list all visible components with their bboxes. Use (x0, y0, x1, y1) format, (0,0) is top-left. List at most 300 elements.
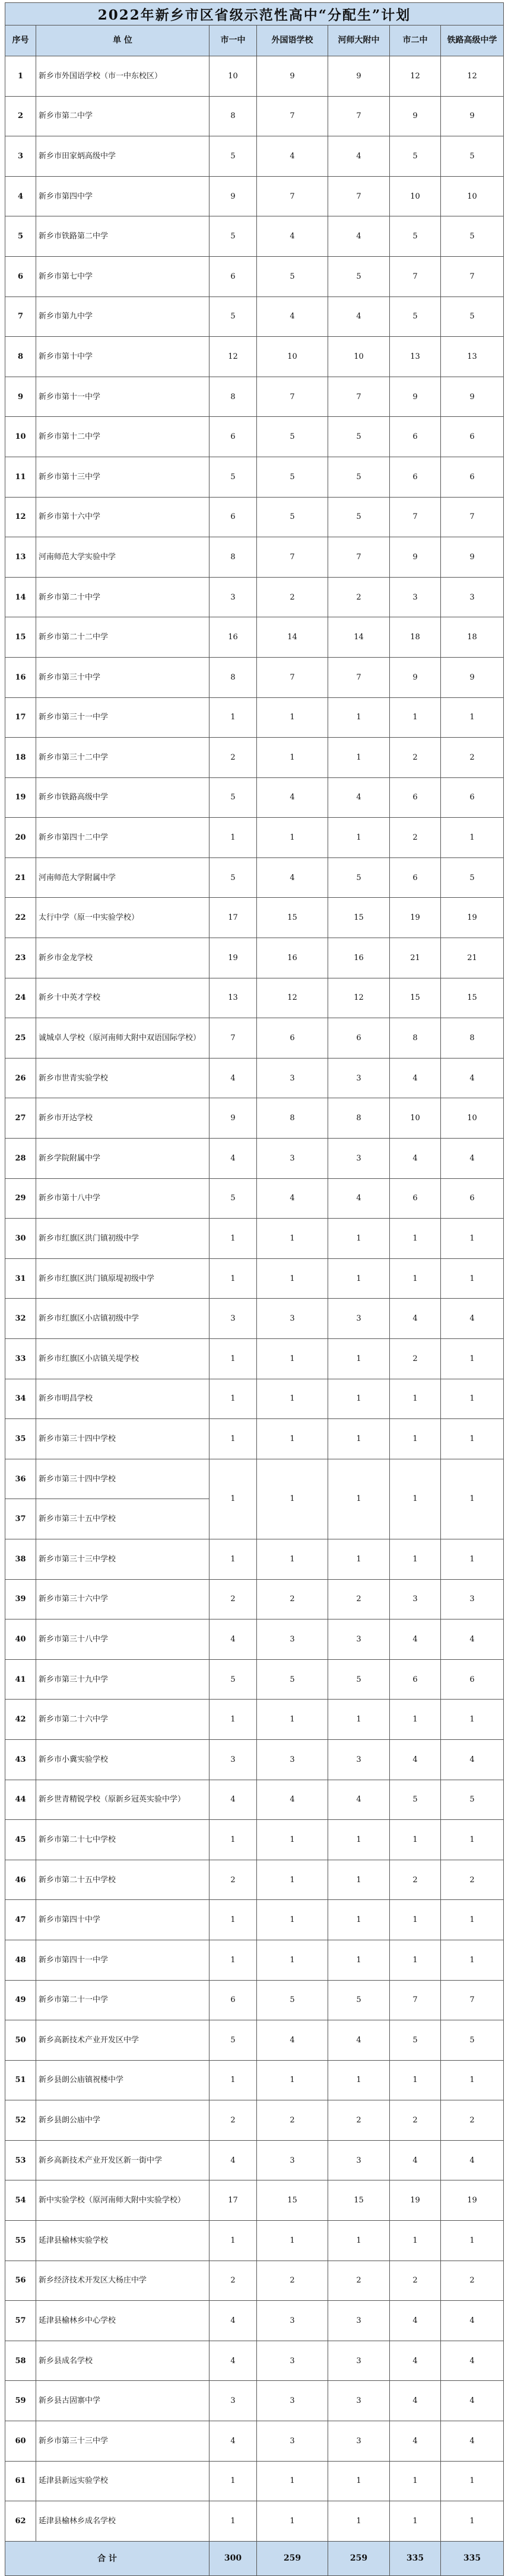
row-value: 8 (209, 377, 257, 417)
total-value: 300 (209, 2541, 257, 2575)
row-seq: 60 (5, 2421, 36, 2462)
row-value: 10 (209, 56, 257, 97)
row-value: 4 (390, 2341, 441, 2381)
row-value: 1 (441, 1900, 504, 1940)
table-row (5, 1860, 504, 1900)
row-value: 1 (390, 2501, 441, 2542)
row-unit-name: 河南师范大学实验中学 (36, 537, 209, 578)
row-seq: 34 (5, 1379, 36, 1419)
row-value: 8 (441, 1018, 504, 1059)
row-value: 8 (257, 1098, 328, 1139)
row-value: 8 (209, 537, 257, 578)
row-value: 1 (441, 1459, 504, 1539)
row-value: 4 (441, 2341, 504, 2381)
row-value: 12 (257, 978, 328, 1018)
row-value: 1 (441, 1339, 504, 1379)
table-row (5, 898, 504, 938)
row-value: 3 (257, 1058, 328, 1098)
row-value: 2 (257, 2261, 328, 2301)
row-value: 4 (390, 1139, 441, 1179)
row-value: 21 (441, 938, 504, 978)
row-unit-name: 新乡市第三十中学 (36, 657, 209, 697)
row-value: 2 (390, 818, 441, 858)
row-seq: 27 (5, 1098, 36, 1139)
row-value: 1 (328, 1219, 390, 1259)
row-value: 4 (209, 2301, 257, 2341)
row-value: 4 (390, 2381, 441, 2421)
row-unit-name: 河南师范大学附属中学 (36, 857, 209, 898)
row-value: 1 (257, 2060, 328, 2100)
row-value: 2 (328, 1579, 390, 1619)
table-row (5, 297, 504, 337)
row-value: 1 (441, 697, 504, 738)
row-value: 16 (209, 617, 257, 658)
row-unit-name: 新乡市第四十一中学 (36, 1940, 209, 1980)
row-value: 3 (209, 1739, 257, 1780)
table-row (5, 497, 504, 537)
table-row (5, 457, 504, 497)
row-value: 7 (257, 377, 328, 417)
row-unit-name: 新乡市第十中学 (36, 337, 209, 377)
row-seq: 62 (5, 2501, 36, 2542)
header-school-4: 市二中 (390, 25, 441, 56)
row-value: 1 (257, 1820, 328, 1860)
row-value: 1 (441, 1940, 504, 1980)
distribution-plan-table (5, 2, 504, 2576)
row-seq: 47 (5, 1900, 36, 1940)
table-row (5, 1659, 504, 1700)
row-value: 6 (441, 1659, 504, 1700)
row-seq: 59 (5, 2381, 36, 2421)
row-value: 5 (257, 457, 328, 497)
row-value: 1 (257, 1539, 328, 1579)
row-value: 4 (441, 2301, 504, 2341)
row-unit-name: 新乡市世青实验学校 (36, 1058, 209, 1098)
row-unit-name: 新乡高新技术产业开发区中学 (36, 2020, 209, 2061)
table-row (5, 1379, 504, 1419)
row-unit-name: 新乡市第三十二中学 (36, 738, 209, 778)
row-seq: 40 (5, 1619, 36, 1660)
row-value: 19 (209, 938, 257, 978)
row-value: 5 (257, 497, 328, 537)
row-seq: 56 (5, 2261, 36, 2301)
row-value: 3 (328, 1739, 390, 1780)
row-value: 5 (441, 2020, 504, 2061)
row-value: 5 (209, 297, 257, 337)
total-label: 合 计 (5, 2541, 209, 2575)
row-value: 13 (390, 337, 441, 377)
row-value: 1 (328, 1940, 390, 1980)
row-value: 6 (209, 417, 257, 457)
row-seq: 48 (5, 1940, 36, 1980)
row-value: 6 (390, 857, 441, 898)
table-row (5, 2301, 504, 2341)
row-value: 2 (390, 2100, 441, 2141)
row-unit-name: 新乡世青精锐学校（原新乡冠英实验中学） (36, 1780, 209, 1820)
header-school-1: 市一中 (209, 25, 257, 56)
row-seq: 23 (5, 938, 36, 978)
row-value: 1 (328, 1820, 390, 1860)
row-value: 2 (257, 2100, 328, 2141)
row-value: 1 (390, 2221, 441, 2261)
row-value: 5 (390, 136, 441, 177)
row-value: 5 (441, 297, 504, 337)
row-value: 4 (390, 1619, 441, 1660)
row-value: 4 (328, 297, 390, 337)
row-value: 4 (209, 1058, 257, 1098)
row-value: 6 (257, 1018, 328, 1059)
title-row (5, 3, 504, 25)
row-unit-name: 新乡市第四中学 (36, 176, 209, 216)
row-seq: 4 (5, 176, 36, 216)
row-unit-name: 新乡经济技术开发区大杨庄中学 (36, 2261, 209, 2301)
row-unit-name: 新乡市第三十八中学 (36, 1619, 209, 1660)
table-row (5, 1539, 504, 1579)
row-value: 9 (328, 56, 390, 97)
row-value: 1 (257, 2461, 328, 2501)
row-value: 7 (328, 657, 390, 697)
row-value: 12 (441, 56, 504, 97)
row-value: 6 (441, 777, 504, 818)
row-value: 5 (328, 857, 390, 898)
row-value: 6 (209, 497, 257, 537)
row-seq: 36 (5, 1459, 36, 1499)
table-row (5, 1419, 504, 1459)
row-value: 4 (390, 1299, 441, 1339)
row-value: 6 (328, 1018, 390, 1059)
row-value: 4 (209, 1780, 257, 1820)
row-unit-name: 新乡市红旗区洪门镇初级中学 (36, 1219, 209, 1259)
row-seq: 55 (5, 2221, 36, 2261)
row-value: 4 (257, 297, 328, 337)
row-value: 7 (441, 497, 504, 537)
row-value: 1 (390, 697, 441, 738)
row-unit-name: 新乡市第二十一中学 (36, 1980, 209, 2020)
row-seq: 37 (5, 1499, 36, 1539)
row-value: 1 (441, 1419, 504, 1459)
row-value: 15 (328, 898, 390, 938)
row-unit-name: 新乡市第三十三中学校 (36, 1539, 209, 1579)
row-value: 2 (328, 2100, 390, 2141)
row-value: 1 (209, 2221, 257, 2261)
row-value: 1 (441, 1700, 504, 1740)
row-unit-name: 延津县榆林乡成名学校 (36, 2501, 209, 2542)
row-value: 3 (257, 2341, 328, 2381)
row-value: 2 (390, 738, 441, 778)
row-seq: 10 (5, 417, 36, 457)
row-value: 3 (328, 1058, 390, 1098)
row-unit-name: 延津县榆林乡中心学校 (36, 2301, 209, 2341)
row-seq: 7 (5, 297, 36, 337)
row-unit-name: 新乡市第三十一中学 (36, 697, 209, 738)
row-value: 2 (328, 577, 390, 617)
row-seq: 28 (5, 1139, 36, 1179)
row-unit-name: 新乡市铁路第二中学 (36, 216, 209, 257)
row-unit-name: 新乡市红旗区洪门镇原堤初级中学 (36, 1258, 209, 1299)
table-row (5, 1579, 504, 1619)
row-value: 3 (257, 2140, 328, 2180)
row-value: 4 (257, 216, 328, 257)
row-seq: 3 (5, 136, 36, 177)
row-value: 10 (257, 337, 328, 377)
row-seq: 13 (5, 537, 36, 578)
row-value: 1 (257, 1419, 328, 1459)
row-value: 4 (328, 136, 390, 177)
row-value: 19 (441, 898, 504, 938)
row-value: 4 (441, 2381, 504, 2421)
row-value: 3 (328, 2140, 390, 2180)
row-value: 1 (441, 2221, 504, 2261)
row-unit-name: 新乡市第二十六中学 (36, 1700, 209, 1740)
row-value: 6 (390, 1178, 441, 1219)
row-value: 4 (441, 2140, 504, 2180)
row-value: 9 (441, 657, 504, 697)
row-value: 1 (441, 1219, 504, 1259)
row-unit-name: 新乡市第三十五中学校 (36, 1499, 209, 1539)
row-value: 1 (209, 1700, 257, 1740)
row-value: 1 (328, 818, 390, 858)
row-value: 8 (328, 1098, 390, 1139)
row-seq: 24 (5, 978, 36, 1018)
table-row (5, 216, 504, 257)
row-seq: 54 (5, 2180, 36, 2221)
row-unit-name: 太行中学（原一中实验学校） (36, 898, 209, 938)
row-value: 1 (328, 1539, 390, 1579)
total-value: 259 (257, 2541, 328, 2575)
table-row (5, 777, 504, 818)
row-value: 9 (390, 96, 441, 136)
header-seq: 序号 (5, 25, 36, 56)
row-unit-name: 新乡县成名学校 (36, 2341, 209, 2381)
table-row (5, 2381, 504, 2421)
row-value: 1 (328, 1419, 390, 1459)
row-value: 5 (328, 1659, 390, 1700)
table-row (5, 136, 504, 177)
header-school-2: 外国语学校 (257, 25, 328, 56)
row-value: 1 (328, 1900, 390, 1940)
row-value: 5 (209, 777, 257, 818)
row-value: 3 (328, 2341, 390, 2381)
row-unit-name: 新乡市第七中学 (36, 256, 209, 297)
row-value: 1 (209, 1940, 257, 1980)
row-seq: 26 (5, 1058, 36, 1098)
row-value: 9 (390, 537, 441, 578)
table-row (5, 577, 504, 617)
row-value: 6 (390, 417, 441, 457)
row-value: 5 (209, 216, 257, 257)
row-value: 5 (441, 857, 504, 898)
table-row (5, 1739, 504, 1780)
row-value: 2 (441, 1860, 504, 1900)
table-row (5, 337, 504, 377)
row-value: 3 (328, 2421, 390, 2462)
row-value: 7 (257, 96, 328, 136)
row-value: 7 (257, 176, 328, 216)
table-row (5, 2180, 504, 2221)
row-value: 1 (257, 1860, 328, 1900)
row-unit-name: 新乡市第十一中学 (36, 377, 209, 417)
row-value: 1 (441, 2060, 504, 2100)
row-value: 5 (257, 256, 328, 297)
row-value: 4 (441, 1619, 504, 1660)
row-value: 5 (328, 256, 390, 297)
row-seq: 58 (5, 2341, 36, 2381)
row-seq: 31 (5, 1258, 36, 1299)
table-row (5, 1900, 504, 1940)
row-value: 1 (209, 1820, 257, 1860)
table-row (5, 1219, 504, 1259)
row-value: 12 (390, 56, 441, 97)
row-unit-name: 新乡市第三十四中学校 (36, 1459, 209, 1499)
row-value: 7 (390, 497, 441, 537)
row-unit-name: 新乡市第三十六中学 (36, 1579, 209, 1619)
table-row (5, 2140, 504, 2180)
row-unit-name: 新乡学院附属中学 (36, 1139, 209, 1179)
row-seq: 14 (5, 577, 36, 617)
row-value: 1 (390, 1459, 441, 1539)
row-value: 2 (441, 2261, 504, 2301)
row-value: 1 (257, 818, 328, 858)
row-value: 3 (390, 577, 441, 617)
row-value: 4 (257, 1780, 328, 1820)
row-unit-name: 新乡市第四十中学 (36, 1900, 209, 1940)
row-value: 7 (441, 1980, 504, 2020)
row-unit-name: 新乡县朗公庙镇祝楼中学 (36, 2060, 209, 2100)
row-unit-name: 新乡市铁路高级中学 (36, 777, 209, 818)
row-value: 4 (390, 1739, 441, 1780)
table-row (5, 1980, 504, 2020)
row-value: 3 (441, 1579, 504, 1619)
row-value: 5 (441, 216, 504, 257)
row-value: 9 (441, 377, 504, 417)
table-row (5, 818, 504, 858)
row-value: 7 (390, 256, 441, 297)
row-value: 4 (209, 2140, 257, 2180)
row-value: 4 (328, 777, 390, 818)
row-value: 1 (328, 2461, 390, 2501)
row-seq: 22 (5, 898, 36, 938)
table-row (5, 2060, 504, 2100)
row-value: 15 (441, 978, 504, 1018)
row-value: 5 (390, 1780, 441, 1820)
row-value: 9 (390, 657, 441, 697)
row-value: 4 (390, 1058, 441, 1098)
row-unit-name: 新乡县古固寨中学 (36, 2381, 209, 2421)
row-value: 1 (209, 1459, 257, 1539)
table-row (5, 56, 504, 97)
row-value: 2 (390, 2261, 441, 2301)
row-value: 6 (441, 457, 504, 497)
row-unit-name: 新乡县朗公庙中学 (36, 2100, 209, 2141)
row-value: 7 (257, 537, 328, 578)
row-value: 1 (441, 1820, 504, 1860)
row-value: 1 (441, 1379, 504, 1419)
row-unit-name: 新乡市第二十五中学校 (36, 1860, 209, 1900)
table-row (5, 1098, 504, 1139)
row-seq: 9 (5, 377, 36, 417)
row-seq: 21 (5, 857, 36, 898)
row-value: 4 (257, 857, 328, 898)
table-row (5, 377, 504, 417)
row-value: 12 (209, 337, 257, 377)
header-unit: 单 位 (36, 25, 209, 56)
total-value: 259 (328, 2541, 390, 2575)
row-value: 6 (390, 1659, 441, 1700)
row-value: 7 (390, 1980, 441, 2020)
row-value: 19 (390, 898, 441, 938)
row-value: 1 (209, 1379, 257, 1419)
row-value: 1 (257, 738, 328, 778)
row-value: 13 (441, 337, 504, 377)
row-seq: 33 (5, 1339, 36, 1379)
row-value: 1 (209, 2501, 257, 2542)
row-unit-name: 新乡市开达学校 (36, 1098, 209, 1139)
table-row (5, 2221, 504, 2261)
table-row (5, 1178, 504, 1219)
row-seq: 15 (5, 617, 36, 658)
table-row (5, 1258, 504, 1299)
row-value: 9 (257, 56, 328, 97)
row-value: 8 (390, 1018, 441, 1059)
row-value: 3 (257, 2301, 328, 2341)
row-value: 1 (257, 1900, 328, 1940)
row-value: 1 (441, 818, 504, 858)
row-seq: 39 (5, 1579, 36, 1619)
table-row (5, 2261, 504, 2301)
row-value: 9 (441, 96, 504, 136)
row-value: 4 (328, 1178, 390, 1219)
row-seq: 49 (5, 1980, 36, 2020)
header-school-5: 铁路高级中学 (441, 25, 504, 56)
row-value: 6 (390, 457, 441, 497)
row-value: 1 (328, 1459, 390, 1539)
table-row (5, 1700, 504, 1740)
row-seq: 6 (5, 256, 36, 297)
row-value: 5 (328, 497, 390, 537)
table-row (5, 1058, 504, 1098)
row-unit-name: 新乡市金龙学校 (36, 938, 209, 978)
row-value: 1 (390, 1379, 441, 1419)
row-seq: 50 (5, 2020, 36, 2061)
row-value: 3 (257, 1619, 328, 1660)
row-seq: 46 (5, 1860, 36, 1900)
row-value: 2 (390, 1860, 441, 1900)
row-value: 1 (257, 2221, 328, 2261)
row-value: 5 (441, 136, 504, 177)
row-value: 2 (209, 1860, 257, 1900)
row-value: 5 (209, 457, 257, 497)
table-row (5, 96, 504, 136)
row-value: 1 (257, 1379, 328, 1419)
table-row (5, 978, 504, 1018)
row-seq: 41 (5, 1659, 36, 1700)
row-value: 1 (328, 1339, 390, 1379)
table-row (5, 2341, 504, 2381)
row-seq: 17 (5, 697, 36, 738)
row-value: 9 (209, 1098, 257, 1139)
table-row (5, 2020, 504, 2061)
table-row (5, 1339, 504, 1379)
row-value: 15 (257, 2180, 328, 2221)
table-row (5, 1940, 504, 1980)
row-value: 19 (441, 2180, 504, 2221)
row-value: 1 (257, 1258, 328, 1299)
row-value: 5 (328, 417, 390, 457)
row-value: 7 (328, 96, 390, 136)
row-value: 4 (441, 1739, 504, 1780)
row-value: 1 (328, 1700, 390, 1740)
table-row (5, 738, 504, 778)
